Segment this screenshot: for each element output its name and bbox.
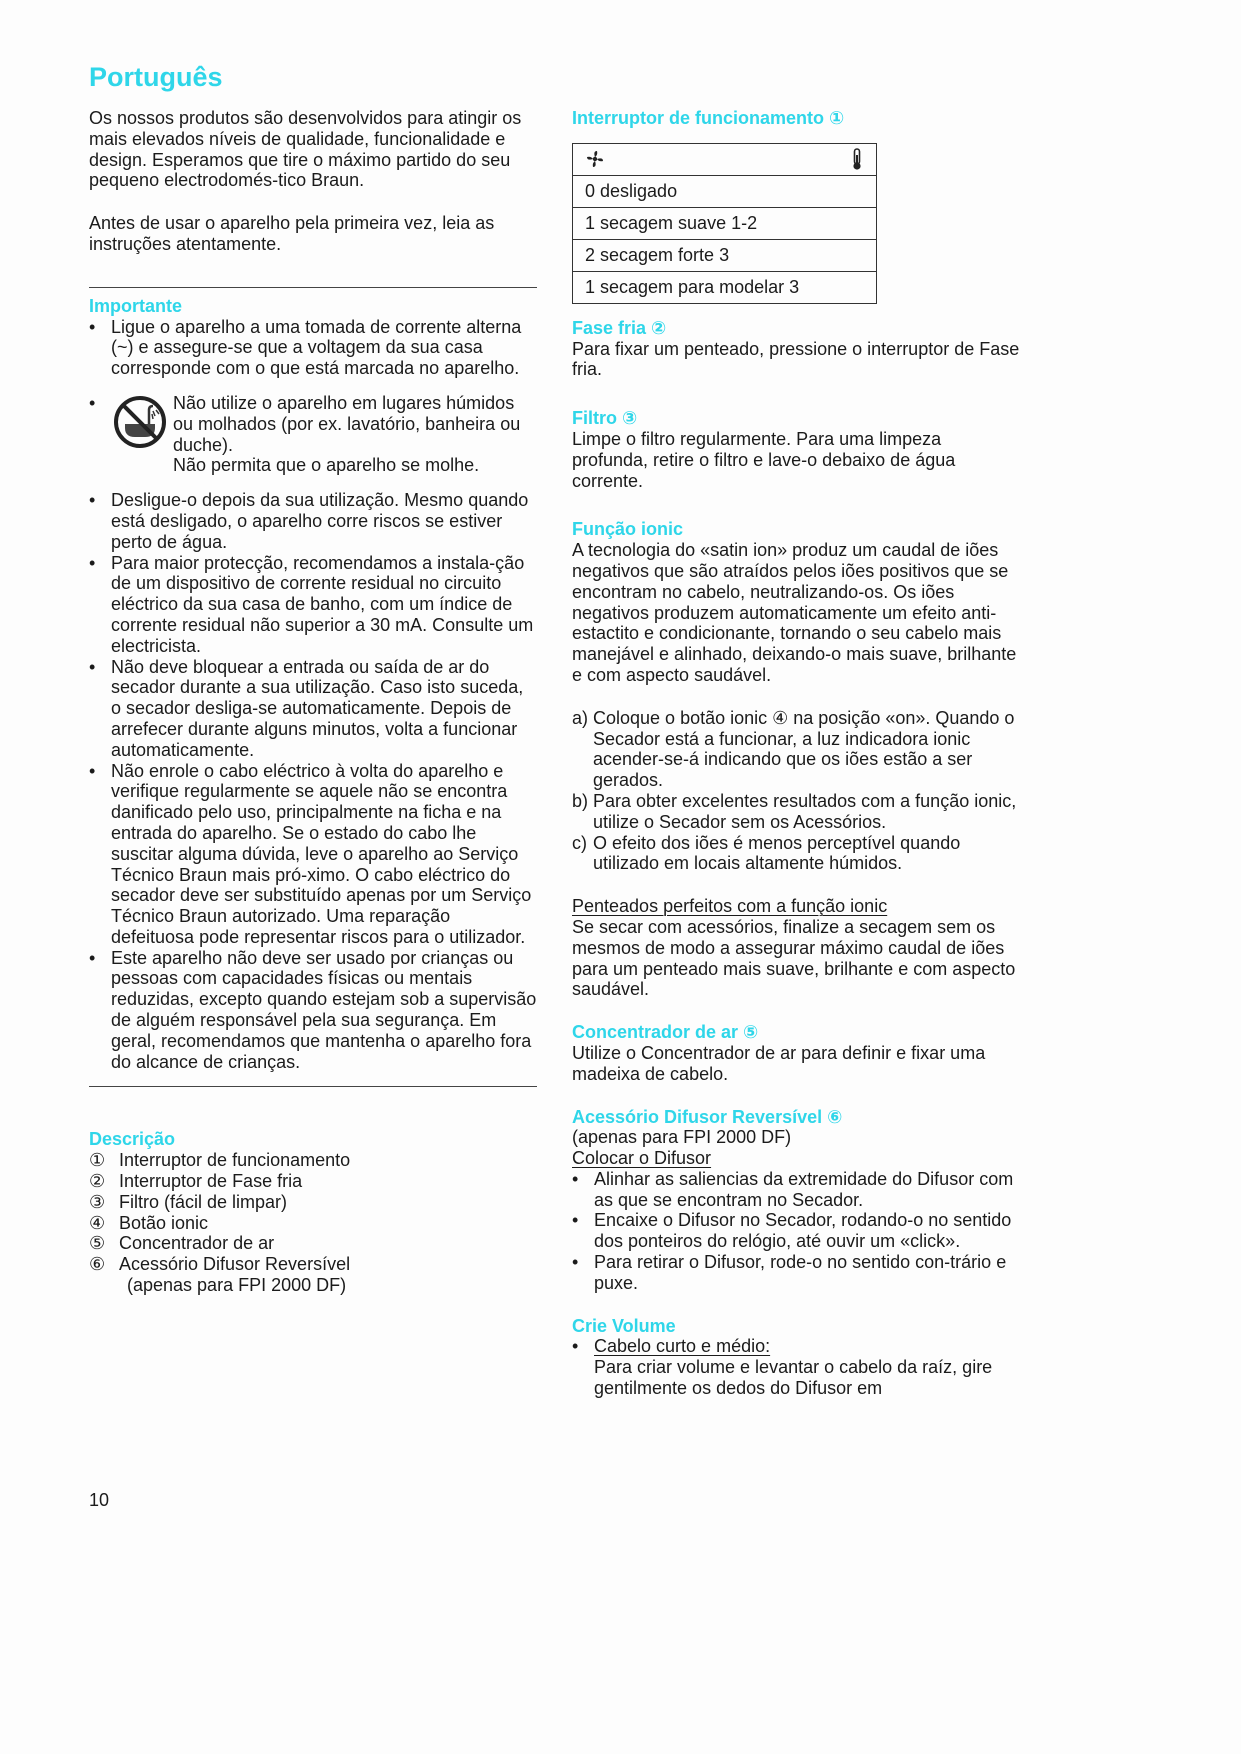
diffuser-heading: Acessório Difusor Reversível ⑥ [572, 1106, 843, 1127]
diffuser-note: (apenas para FPI 2000 DF) [572, 1127, 792, 1148]
ionic-steps [572, 708, 1022, 874]
important-heading: Importante [89, 295, 183, 316]
diffuser-subtitle: Colocar o Difusor [572, 1148, 712, 1169]
list-item: • Não enrole o cabo eléctrico à volta do aparelho e verifique regularmente se aquele não se encontra danificado pelo uso, principalmente na ficha e na entrada do aparelho. Se o estado do cabo lhe suscitar alguma dúvida, leve o aparelho ao Serviço Técnico Braun mais pró-ximo. O cabo eléctrico do secador deve ser substituído apenas por um Serviço Técnico Braun autorizado. Uma reparação defeituosa pode representar riscos para o utilizador. [89, 761, 537, 948]
list-item: c) O efeito dos iões é menos perceptível quando utilizado em locais altamente húmidos. [572, 832, 961, 874]
list-item: • Alinhar as saliencias da extremidade do Difusor com as que se encontram no Secador. [572, 1169, 1022, 1211]
ionic-heading: Função ionic [572, 519, 684, 540]
switch-heading: Interruptor de funcionamento ① [572, 108, 845, 128]
list-item: • Para maior protecção, recomendamos a instala-ção de um dispositivo de corrente residual no circuito eléctrico da sua casa de banho, com um índice de corrente residual não superior a 30 mA. Consulte um electricista. [89, 553, 537, 657]
diffuser-list [572, 1169, 1022, 1294]
list-item: • Não deve bloquear a entrada ou saída de ar do secador durante a sua utilização. Caso isto suceda, o secador desliga-se automaticamente. Depois de arrefecer durante alguns minutos, volta a funcionar automaticamente. [89, 657, 537, 761]
list-item: b) Para obter excelentes resultados com a função ionic, utilize o Secador sem os Acessórios. [572, 790, 1017, 832]
table-row: 1 secagem para modelar 3 [573, 271, 877, 303]
left-column [89, 108, 537, 1296]
right-column [572, 108, 1022, 1399]
page-title: Português [89, 62, 223, 92]
description-heading: Descrição [89, 1129, 176, 1150]
list-item: ⑤ Concentrador de ar [89, 1233, 275, 1254]
table-row: 0 desligado [573, 175, 877, 207]
warning-block: • Não utilize o aparelho em lugares húmidos ou molhados (por ex. lavatório, banheira ou duche). Não permita que o aparelho se molhe. [89, 393, 537, 476]
volume-heading: Crie Volume [572, 1315, 676, 1336]
list-item: ⑥ Acessório Difusor Reversível [89, 1254, 351, 1275]
ionic-text: A tecnologia do «satin ion» produz um caudal de iões negativos que são atraídos pelos iões positivos que se encontram no cabelo, neutralizando-os. Os iões negativos produzem automaticamente um efeito anti-estactito e condicionante, tornando o seu cabelo mais manejável e alinhado, deixando-o mais suave, brilhante e com aspecto saudável. [572, 540, 1017, 685]
concentrator-text: Utilize o Concentrador de ar para definir e fixar uma madeixa de cabelo. [572, 1042, 986, 1084]
list-item: • Para retirar o Difusor, rode-o no sentido con-trário e puxe. [572, 1252, 1022, 1294]
concentrator-heading: Concentrador de ar ⑤ [572, 1022, 759, 1043]
fan-icon [585, 149, 605, 169]
thermometer-icon [850, 147, 864, 171]
list-item: ③ Filtro (fácil de limpar) [89, 1191, 288, 1212]
intro-paragraph-1: Os nossos produtos são desenvolvidos para atingir os mais elevados níveis de qualidade, funcionalidade e design. Esperamos que tire o máximo partido do seu pequeno electrodomés-tico Braun. [89, 108, 522, 191]
table-row: 1 secagem suave 1-2 [573, 207, 877, 239]
switch-table [572, 143, 877, 304]
list-item: • Cabelo curto e médio: Para criar volume e levantar o cabelo da raíz, gire gentilmente os dedos do Difusor em [572, 1336, 1022, 1398]
warning-text: Não utilize o aparelho em lugares húmidos ou molhados (por ex. lavatório, banheira ou duche). Não permita que o aparelho se molhe. [173, 392, 521, 476]
list-item: • Desligue-o depois da sua utilização. Mesmo quando está desligado, o aparelho corre riscos se estiver perto de água. [89, 490, 537, 552]
divider [89, 287, 537, 288]
list-item: ② Interruptor de Fase fria [89, 1171, 303, 1192]
list-item: • Este aparelho não deve ser usado por crianças ou pessoas com capacidades físicas ou mentais reduzidas, excepto quando estejam sob a supervisão de alguém responsável pela sua segurança. Em geral, recomendamos que mantenha o aparelho fora do alcance de crianças. [89, 948, 537, 1073]
list-item: • Encaixe o Difusor no Secador, rodando-o no sentido dos ponteiros do relógio, até ouvir um «click». [572, 1210, 1022, 1252]
list-item: ④ Botão ionic [89, 1212, 209, 1233]
list-item: • Ligue o aparelho a uma tomada de corrente alterna (~) e assegure-se que a voltagem da sua casa corresponde com o que está marcada no aparelho. [89, 317, 537, 379]
divider [89, 1086, 537, 1087]
list-item: a) Coloque o botão ionic ④ na posição «on». Quando o Secador está a funcionar, a luz indicadora ionic acender-se-á indicando que os iões estão a ser gerados. [572, 707, 1015, 791]
table-row: 2 secagem forte 3 [573, 239, 877, 271]
intro-paragraph-2: Antes de usar o aparelho pela primeira vez, leia as instruções atentamente. [89, 213, 495, 254]
cold-text: Para fixar um penteado, pressione o interruptor de Fase fria. [572, 338, 1020, 380]
no-water-bathtub-icon [111, 393, 169, 451]
volume-list [572, 1336, 1022, 1398]
page-number: 10 [89, 1490, 110, 1510]
table-header-row [573, 143, 877, 175]
filter-heading: Filtro ③ [572, 408, 638, 429]
important-list-continued [89, 490, 537, 1072]
cold-heading: Fase fria ② [572, 317, 667, 338]
perfect-heading: Penteados perfeitos com a função ionic [572, 896, 888, 917]
description-note: (apenas para FPI 2000 DF) [127, 1275, 347, 1296]
description-list [89, 1150, 537, 1275]
filter-text: Limpe o filtro regularmente. Para uma limpeza profunda, retire o filtro e lave-o debaixo de água corrente. [572, 428, 956, 491]
important-list [89, 317, 537, 379]
list-item: ① Interruptor de funcionamento [89, 1150, 351, 1171]
perfect-text: Se secar com acessórios, finalize a secagem sem os mesmos de modo a assegurar máximo caudal de iões para um penteado mais suave, brilhante e com aspecto saudável. [572, 916, 1016, 1000]
